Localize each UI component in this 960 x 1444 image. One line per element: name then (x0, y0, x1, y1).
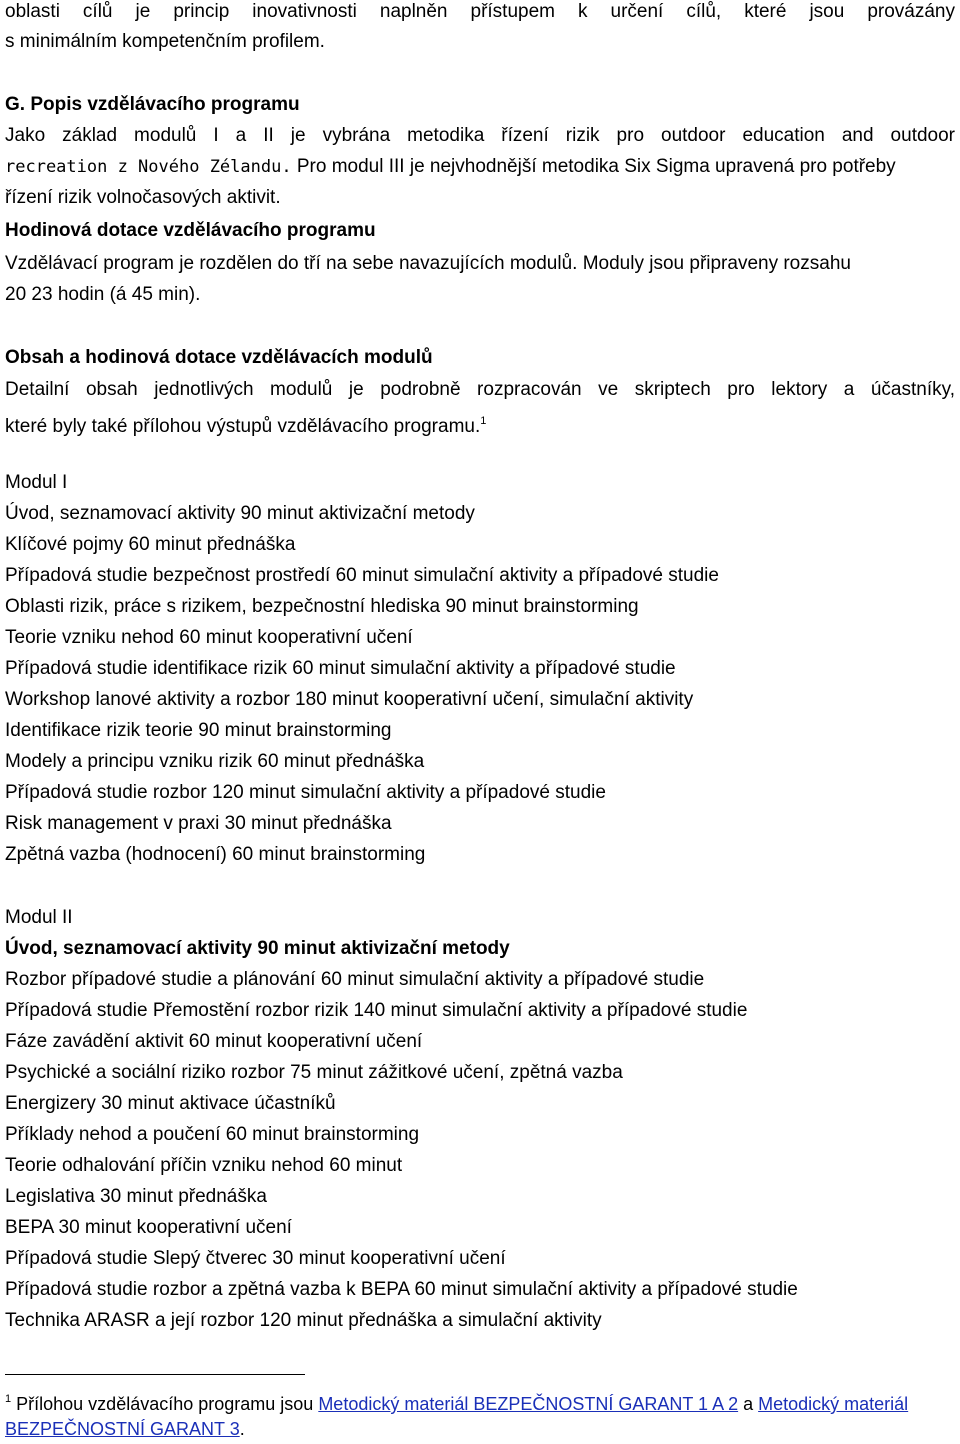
module-2-item: Psychické a sociální riziko rozbor 75 minut zážitkové učení, zpětná vazba (5, 1062, 623, 1083)
module-2-item: Případová studie rozbor a zpětná vazba k BEPA 60 minut simulační aktivity a případové studie (5, 1279, 798, 1300)
footnote-reference[interactable]: 1 (480, 415, 487, 427)
footnote-line-2 (5, 1417, 955, 1441)
module-2-first-item: Úvod, seznamovací aktivity 90 minut aktivizační metody (5, 938, 510, 959)
module-1-item: Modely a principu vzniku rizik 60 minut přednáška (5, 751, 425, 772)
module-1-item: Risk management v praxi 30 minut přednáška (5, 813, 392, 834)
hours-line-1: Vzdělávací program je rozdělen do tří na sebe navazujících modulů. Moduly jsou připraveny rozsahu (5, 253, 851, 274)
module-1-item: Identifikace rizik teorie 90 minut brainstorming (5, 720, 392, 741)
contents-line-2 (5, 409, 955, 439)
module-2-item: Technika ARASR a její rozbor 120 minut přednáška a simulační aktivity (5, 1310, 602, 1331)
module-1-item: Klíčové pojmy 60 minut přednáška (5, 534, 296, 555)
contents-line-2-text: které byly také přílohou výstupů vzdělávacího programu. (5, 416, 481, 437)
module-1-item: Oblasti rizik, práce s rizikem, bezpečnostní hlediska 90 minut brainstorming (5, 596, 639, 617)
footnote-divider (5, 1374, 305, 1375)
footnote-link-2-part-1[interactable]: Metodický materiál (758, 1394, 909, 1414)
footnote-text-middle: a (738, 1394, 759, 1414)
module-2-item: Případová studie Přemostění rozbor rizik 140 minut simulační aktivity a případové studie (5, 1000, 748, 1021)
footnote-link-2-part-2[interactable]: BEZPEČNOSTNÍ GARANT 3 (5, 1419, 240, 1439)
intro-line-1: oblasti cílů je princip inovativnosti naplněn přístupem k určení cílů, které jsou provázány (5, 1, 955, 22)
module-1-item: Úvod, seznamovací aktivity 90 minut aktivizační metody (5, 503, 475, 524)
module-2-title: Modul II (5, 907, 73, 928)
section-g-line-3: řízení rizik volnočasových aktivit. (5, 187, 281, 208)
contents-line-1: Detailní obsah jednotlivých modulů je podrobně rozpracován ve skriptech pro lektory a účastníky, (5, 379, 955, 400)
section-g-line-1: Jako základ modulů I a II je vybrána metodika řízení rizik pro outdoor education and outdoor (5, 125, 955, 146)
module-1-item: Případová studie bezpečnost prostředí 60 minut simulační aktivity a případové studie (5, 565, 719, 586)
module-1-item: Zpětná vazba (hodnocení) 60 minut brainstorming (5, 844, 426, 865)
hours-heading: Hodinová dotace vzdělávacího programu (5, 220, 376, 241)
footnote-line-1 (5, 1387, 955, 1416)
module-2-item: Legislativa 30 minut přednáška (5, 1186, 267, 1207)
module-2-item: Energizery 30 minut aktivace účastníků (5, 1093, 336, 1114)
module-1-item: Případová studie identifikace rizik 60 minut simulační aktivity a případové studie (5, 658, 676, 679)
module-2-item: Fáze zavádění aktivit 60 minut kooperativní učení (5, 1031, 423, 1052)
section-g-heading: G. Popis vzdělávacího programu (5, 94, 300, 115)
module-1-item: Teorie vzniku nehod 60 minut kooperativní učení (5, 627, 413, 648)
module-2-item: Teorie odhalování příčin vzniku nehod 60 minut (5, 1155, 403, 1176)
module-1-title: Modul I (5, 472, 68, 493)
module-2-item: Rozbor případové studie a plánování 60 minut simulační aktivity a případové studie (5, 969, 705, 990)
footnote-number: 1 (5, 1393, 12, 1405)
footnote-link-1[interactable]: Metodický materiál BEZPEČNOSTNÍ GARANT 1 A 2 (318, 1394, 739, 1414)
hours-line-2: 20 23 hodin (á 45 min). (5, 284, 201, 305)
section-g-line-2 (5, 155, 955, 179)
module-2-item: Případová studie Slepý čtverec 30 minut kooperativní učení (5, 1248, 506, 1269)
module-1-item: Případová studie rozbor 120 minut simulační aktivity a případové studie (5, 782, 606, 803)
module-2-item: BEPA 30 minut kooperativní učení (5, 1217, 292, 1238)
module-2-item: Příklady nehod a poučení 60 minut brainstorming (5, 1124, 420, 1145)
section-g-line-2a: recreation z Nového Zélandu. (5, 157, 292, 177)
footnote-text-before: Přílohou vzdělávacího programu jsou (16, 1394, 319, 1414)
module-1-item: Workshop lanové aktivity a rozbor 180 minut kooperativní učení, simulační aktivity (5, 689, 694, 710)
contents-heading: Obsah a hodinová dotace vzdělávacích modulů (5, 347, 433, 368)
section-g-line-2b: Pro modul III je nejvhodnější metodika Six Sigma upravená pro potřeby (291, 156, 896, 177)
footnote-text-after: . (239, 1419, 245, 1439)
intro-line-2: s minimálním kompetenčním profilem. (5, 31, 325, 52)
